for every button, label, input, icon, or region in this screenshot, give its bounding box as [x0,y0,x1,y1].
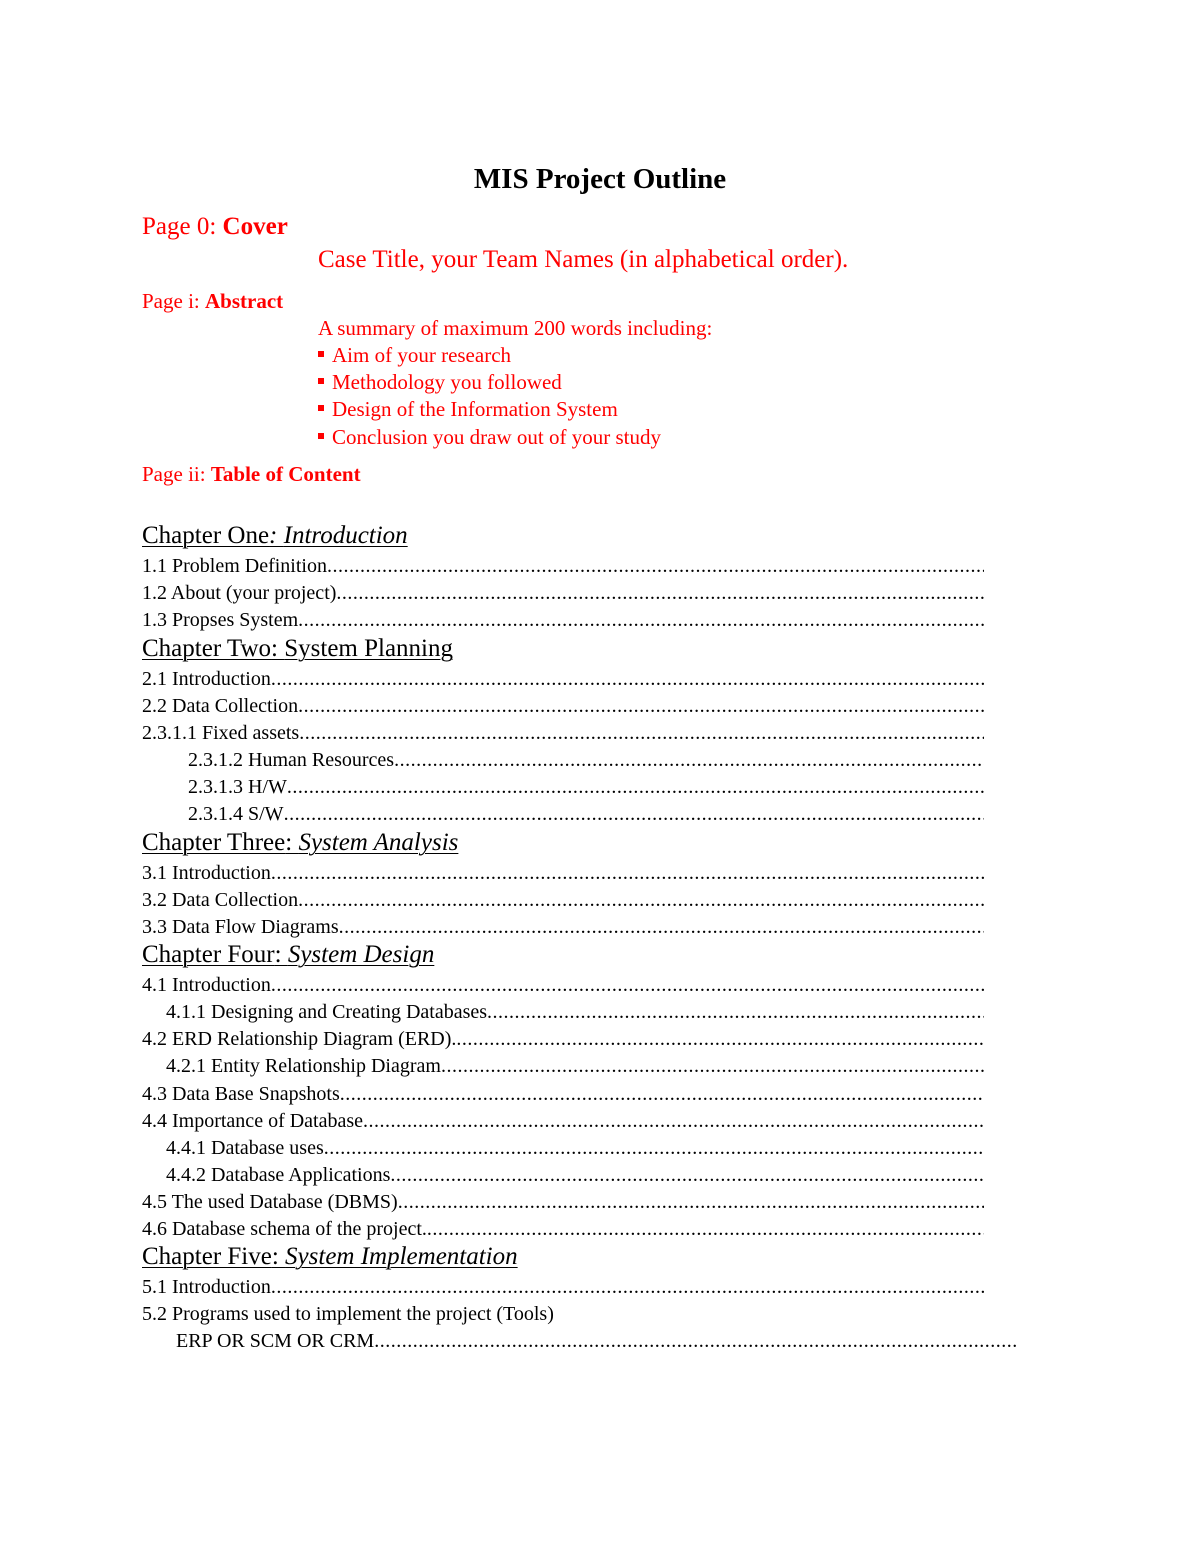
chapter-heading-two: Chapter Two: System Planning [142,635,453,662]
toc-page-heading [142,462,361,487]
chapter-heading-five: Chapter Five: System Implementation [142,1243,518,1270]
abstract-bullet: Methodology you followed [318,370,562,395]
abstract-bullet: Design of the Information System [318,397,618,422]
toc-leader-dots [271,860,984,886]
toc-row: 2.2 Data Collection ..... [142,693,984,719]
toc-row: 2.3.1.3 H/W ..... [142,774,984,800]
toc-leader-dots [394,747,984,773]
toc-row: 1.3 Propses System ..... [142,607,984,633]
toc-row: 4.4.2 Database Applications ..... [142,1162,984,1188]
toc-page-title: Table of Content [210,462,361,486]
toc-leader-dots [427,1216,984,1242]
toc-row: 2.3.1.1 Fixed assets ..... [142,720,984,746]
toc-leader-dots [340,1081,984,1107]
toc-page-label: Page ii: [142,462,211,486]
toc-leader-dots [374,1328,1018,1354]
toc-row: ERP OR SCM OR CRM ..... [142,1328,1018,1354]
toc-row-no-leader: 5.2 Programs used to implement the project (Tools) [142,1303,554,1325]
toc-row: 5.1 Introduction ..... [142,1274,984,1300]
toc-leader-dots [284,801,984,827]
document-title: MIS Project Outline [473,163,727,195]
toc-row: 4.2 ERD Relationship Diagram (ERD). ..... [142,1026,984,1052]
bullet-square-icon [318,378,324,384]
cover-title: Cover [222,213,288,240]
chapter-heading-three: Chapter Three: System Analysis [142,829,459,856]
toc-leader-dots [271,1274,984,1300]
toc-leader-dots [271,972,984,998]
abstract-bullet: Conclusion you draw out of your study [318,425,661,450]
toc-row: 4.1.1 Designing and Creating Databases ..... [142,999,984,1025]
toc-leader-dots [363,1108,984,1134]
toc-row: 4.5 The used Database (DBMS) ..... [142,1189,984,1215]
toc-leader-dots [390,1162,984,1188]
toc-row: 3.1 Introduction ..... [142,860,984,886]
toc-leader-dots [339,914,984,940]
abstract-page-label: Page i: [142,289,205,313]
toc-leader-dots [287,774,984,800]
abstract-heading [142,289,283,314]
cover-page-label: Page 0: [142,213,223,240]
abstract-title: Abstract [205,289,284,313]
cover-heading [142,213,288,241]
toc-row: 2.3.1.2 Human Resources ..... [142,747,984,773]
toc-leader-dots [327,553,984,579]
toc-row: 4.3 Data Base Snapshots ..... [142,1081,984,1107]
toc-row: 2.3.1.4 S/W ..... [142,801,984,827]
abstract-intro: A summary of maximum 200 words including: [318,316,713,340]
toc-row: 4.2.1 Entity Relationship Diagram ..... [142,1053,984,1079]
cover-description: Case Title, your Team Names (in alphabetical order). [318,246,849,273]
toc-row: 3.2 Data Collection ..... [142,887,984,913]
chapter-heading-one: Chapter One: Introduction [142,522,408,549]
toc-leader-dots [441,1053,984,1079]
toc-row: 1.1 Problem Definition ..... [142,553,984,579]
toc-leader-dots [324,1135,984,1161]
toc-row: 1.2 About (your project) ..... [142,580,984,606]
toc-leader-dots [487,999,984,1025]
toc-leader-dots [398,1189,984,1215]
toc-row: 4.1 Introduction ..... [142,972,984,998]
bullet-square-icon [318,405,324,411]
toc-row: 3.3 Data Flow Diagrams ..... [142,914,984,940]
abstract-bullet: Aim of your research [318,343,511,368]
toc-leader-dots [456,1026,984,1052]
toc-row: 4.4.1 Database uses ..... [142,1135,984,1161]
toc-leader-dots [298,607,984,633]
toc-leader-dots [298,693,984,719]
toc-leader-dots [271,666,984,692]
toc-row: 4.6 Database schema of the project. ..... [142,1216,984,1242]
toc-leader-dots [336,580,984,606]
toc-leader-dots [299,720,984,746]
bullet-square-icon [318,433,324,439]
bullet-square-icon [318,351,324,357]
toc-leader-dots [298,887,984,913]
toc-row: 2.1 Introduction ..... [142,666,984,692]
toc-row: 4.4 Importance of Database ..... [142,1108,984,1134]
chapter-heading-four: Chapter Four: System Design [142,941,435,968]
